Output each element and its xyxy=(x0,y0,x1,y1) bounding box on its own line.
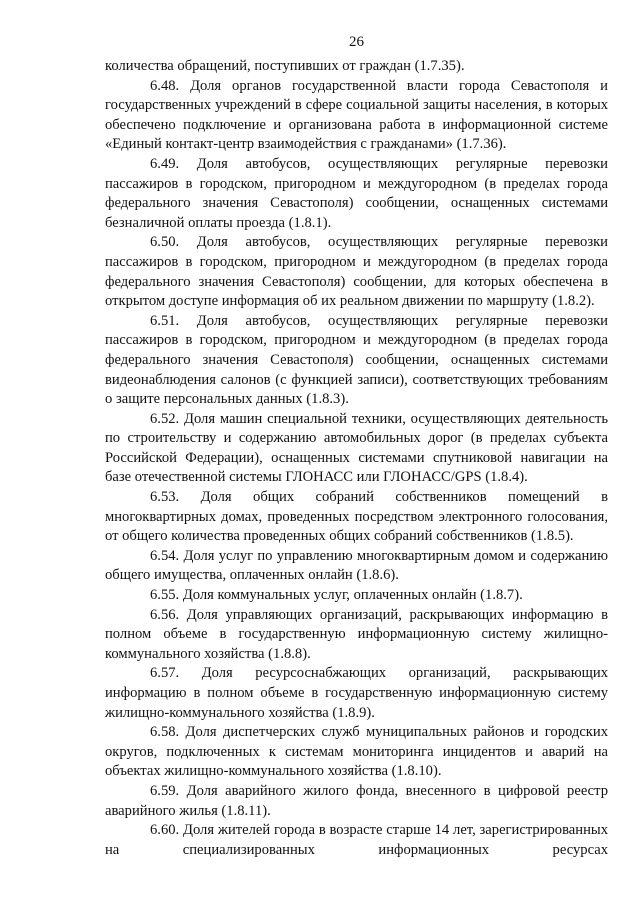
document-body xyxy=(105,57,608,860)
paragraph: 6.54. Доля услуг по управлению многоквартирным домом и содержанию общего имущества, оплаченных онлайн (1.8.6). xyxy=(105,547,608,584)
paragraph: 6.59. Доля аварийного жилого фонда, внесенного в цифровой реестр аварийного жилья (1.8.11). xyxy=(105,782,608,819)
paragraph: 6.50. Доля автобусов, осуществляющих регулярные перевозки пассажиров в городском, пригородном и междугородном (в пределах города федерального значения Севастополя) сообщении, для которых обеспечена в открытом доступе информация об их реальном движении по маршруту (1.8.2). xyxy=(105,234,608,310)
paragraph: 6.51. Доля автобусов, осуществляющих регулярные перевозки пассажиров в городском, пригородном и междугородном (в пределах города федерального значения Севастополя) сообщении, оснащенных системами видеонаблюдения салонов (с функцией записи), соответствующих требованиям о защите персональных данных (1.8.3). xyxy=(105,312,608,408)
paragraph: 6.53. Доля общих собраний собственников помещений в многоквартирных домах, проведенных посредством электронного голосования, от общего количества проведенных общих собраний собственников (1.8.5). xyxy=(105,489,608,545)
page-number: 26 xyxy=(349,34,364,50)
paragraph: 6.55. Доля коммунальных услуг, оплаченных онлайн (1.8.7). xyxy=(150,587,523,604)
paragraph: 6.56. Доля управляющих организаций, раскрывающих информацию в полном объеме в государственную информационную систему жилищно-коммунального хозяйства (1.8.8). xyxy=(105,606,608,662)
paragraph: количества обращений, поступивших от граждан (1.7.35). xyxy=(105,58,465,74)
paragraph: 6.60. Доля жителей города в возрасте старше 14 лет, зарегистрированных на специализированных информационных ресурсах xyxy=(105,822,608,858)
paragraph: 6.48. Доля органов государственной власти города Севастополя и государственных учреждений в сфере социальной защиты населения, в которых обеспечено подключение и организована работа в информационной системе «Единый контакт-центр взаимодействия с гражданами» (1.7.36). xyxy=(105,77,608,153)
document-page xyxy=(105,33,608,860)
paragraph: 6.52. Доля машин специальной техники, осуществляющих деятельность по строительству и содержанию автомобильных дорог (в пределах субъекта Российской Федерации), оснащенных системами спутниковой навигации на базе отечественной системы ГЛОНАСС или ГЛОНАСС/GPS (1.8.4). xyxy=(105,410,608,486)
paragraph: 6.49. Доля автобусов, осуществляющих регулярные перевозки пассажиров в городском, пригородном и междугородном (в пределах города федерального значения Севастополя) сообщении, оснащенных системами безналичной оплаты проезда (1.8.1). xyxy=(105,155,608,231)
paragraph: 6.58. Доля диспетчерских служб муниципальных районов и городских округов, подключенных к системам мониторинга инцидентов и аварий на объектах жилищно-коммунального хозяйства (1.8.10). xyxy=(105,724,608,780)
paragraph: 6.57. Доля ресурсоснабжающих организаций, раскрывающих информацию в полном объеме в государственную информационную систему жилищно-коммунального хозяйства (1.8.9). xyxy=(105,665,608,721)
